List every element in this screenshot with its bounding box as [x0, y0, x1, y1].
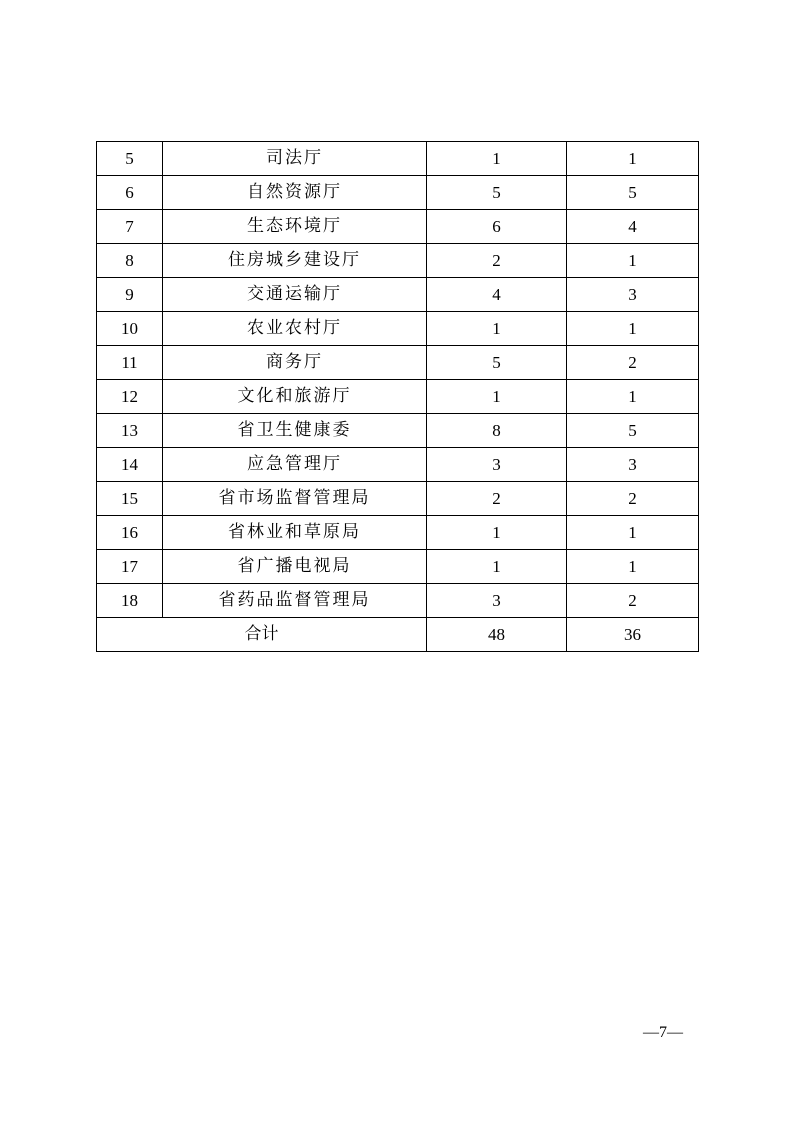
count-a: 5 [427, 176, 567, 210]
count-a: 1 [427, 312, 567, 346]
count-b: 2 [567, 482, 699, 516]
table-row [97, 584, 699, 618]
table-row [97, 550, 699, 584]
department-name: 省市场监督管理局 [163, 482, 427, 516]
count-a: 1 [427, 516, 567, 550]
table-row [97, 380, 699, 414]
department-name: 省林业和草原局 [163, 516, 427, 550]
count-b: 5 [567, 414, 699, 448]
department-name: 自然资源厅 [163, 176, 427, 210]
count-a: 5 [427, 346, 567, 380]
row-number: 9 [97, 278, 163, 312]
table-row [97, 210, 699, 244]
row-number: 11 [97, 346, 163, 380]
count-a: 3 [427, 584, 567, 618]
row-number: 7 [97, 210, 163, 244]
table-row [97, 176, 699, 210]
total-count-b: 36 [567, 618, 699, 652]
department-name: 省药品监督管理局 [163, 584, 427, 618]
department-name: 住房城乡建设厅 [163, 244, 427, 278]
table-row [97, 346, 699, 380]
department-name: 司法厅 [163, 142, 427, 176]
table-row [97, 414, 699, 448]
count-b: 3 [567, 278, 699, 312]
table-row [97, 278, 699, 312]
department-name: 应急管理厅 [163, 448, 427, 482]
count-a: 6 [427, 210, 567, 244]
row-number: 8 [97, 244, 163, 278]
row-number: 5 [97, 142, 163, 176]
count-a: 1 [427, 142, 567, 176]
count-b: 1 [567, 550, 699, 584]
row-number: 12 [97, 380, 163, 414]
count-b: 3 [567, 448, 699, 482]
count-b: 1 [567, 516, 699, 550]
count-a: 2 [427, 244, 567, 278]
count-b: 2 [567, 346, 699, 380]
department-name: 交通运输厅 [163, 278, 427, 312]
count-a: 1 [427, 550, 567, 584]
department-name: 农业农村厅 [163, 312, 427, 346]
row-number: 13 [97, 414, 163, 448]
table-row [97, 312, 699, 346]
total-label: 合计 [97, 618, 427, 652]
row-number: 18 [97, 584, 163, 618]
department-name: 生态环境厅 [163, 210, 427, 244]
department-name: 省卫生健康委 [163, 414, 427, 448]
table-row [97, 244, 699, 278]
table-body [97, 142, 699, 652]
table-row [97, 482, 699, 516]
count-b: 1 [567, 244, 699, 278]
count-a: 1 [427, 380, 567, 414]
total-row [97, 618, 699, 652]
department-name: 文化和旅游厅 [163, 380, 427, 414]
count-a: 3 [427, 448, 567, 482]
count-a: 4 [427, 278, 567, 312]
row-number: 15 [97, 482, 163, 516]
row-number: 16 [97, 516, 163, 550]
table-row [97, 448, 699, 482]
count-b: 4 [567, 210, 699, 244]
count-b: 1 [567, 142, 699, 176]
count-b: 2 [567, 584, 699, 618]
row-number: 17 [97, 550, 163, 584]
row-number: 14 [97, 448, 163, 482]
row-number: 6 [97, 176, 163, 210]
count-a: 8 [427, 414, 567, 448]
department-name: 省广播电视局 [163, 550, 427, 584]
total-count-a: 48 [427, 618, 567, 652]
statistics-table [96, 141, 699, 652]
row-number: 10 [97, 312, 163, 346]
page-number: —7— [643, 1024, 683, 1041]
table-row [97, 516, 699, 550]
count-a: 2 [427, 482, 567, 516]
count-b: 1 [567, 312, 699, 346]
department-name: 商务厅 [163, 346, 427, 380]
count-b: 5 [567, 176, 699, 210]
table-row [97, 142, 699, 176]
count-b: 1 [567, 380, 699, 414]
